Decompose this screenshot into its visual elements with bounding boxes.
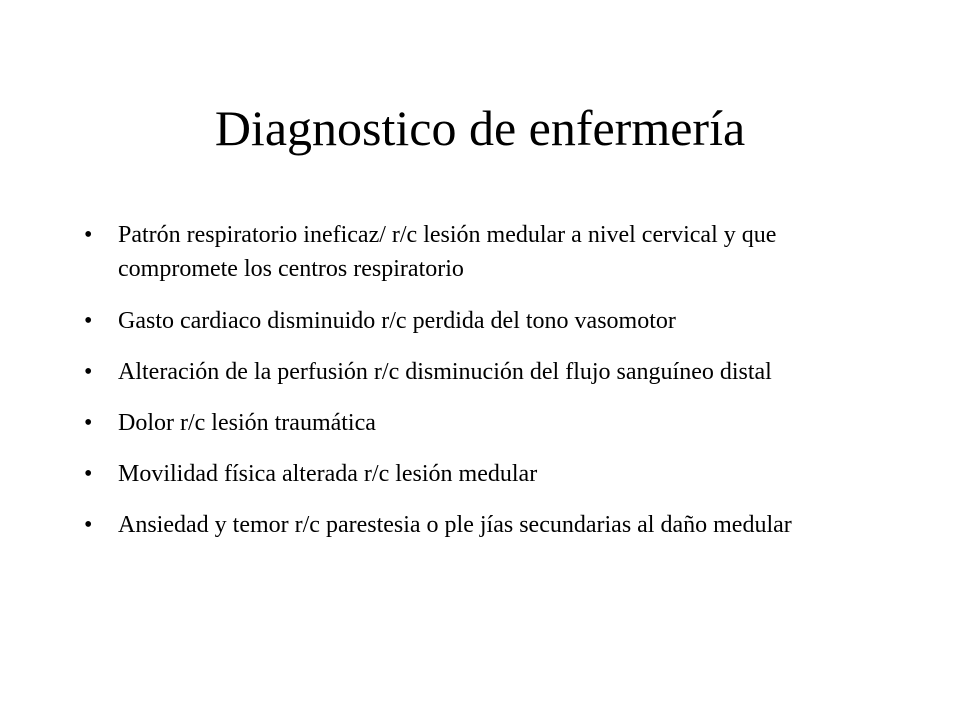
slide-title: Diagnostico de enfermería	[214, 100, 746, 156]
list-item	[84, 406, 884, 440]
bullet-list	[84, 218, 884, 560]
bullet-icon: •	[84, 308, 93, 334]
bullet-text: Ansiedad y temor r/c parestesia o ple jías secundarias al daño medular	[118, 512, 792, 538]
bullet-icon: •	[84, 410, 93, 436]
bullet-text: Gasto cardiaco disminuido r/c perdida del tono vasomotor	[118, 308, 676, 334]
bullet-text: Dolor r/c lesión traumática	[118, 410, 376, 436]
bullet-icon: •	[84, 512, 93, 538]
list-item	[84, 457, 884, 491]
list-item	[84, 355, 884, 389]
bullet-text: Alteración de la perfusión r/c disminución del flujo sanguíneo distal	[118, 359, 772, 385]
bullet-icon: •	[84, 359, 93, 385]
list-item	[84, 304, 884, 338]
list-item	[84, 218, 884, 286]
bullet-icon: •	[84, 461, 93, 487]
bullet-icon: •	[84, 222, 93, 248]
bullet-text: Patrón respiratorio ineficaz/ r/c lesión medular a nivel cervical y que compromete los centros respiratorio	[118, 222, 777, 282]
bullet-text: Movilidad física alterada r/c lesión medular	[118, 461, 538, 487]
list-item	[84, 508, 884, 542]
